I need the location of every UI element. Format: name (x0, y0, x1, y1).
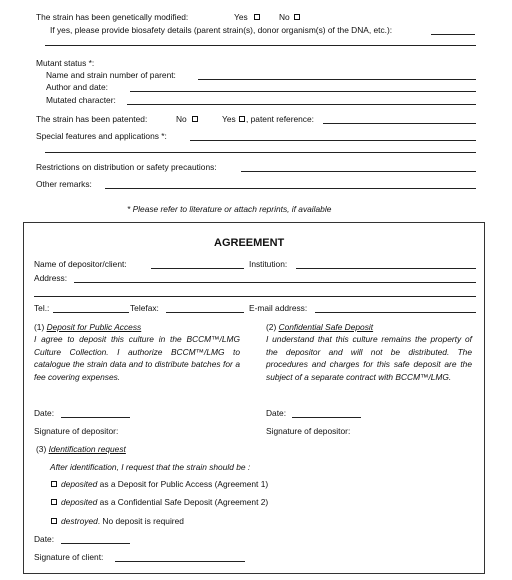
option-confidential-deposit-checkbox[interactable] (51, 499, 57, 505)
email-label: E-mail address: (249, 303, 308, 313)
tel-label: Tel.: (34, 303, 50, 313)
agreement-1-signature-label: Signature of depositor: (34, 426, 119, 436)
agreement-2-date-field[interactable] (292, 417, 361, 418)
depositor-name-label: Name of depositor/client: (34, 259, 127, 269)
gm-detail-field[interactable] (431, 34, 475, 35)
restrictions-field[interactable] (241, 171, 476, 172)
agreement-3-heading: (3) Identification request (36, 444, 126, 454)
author-date-label: Author and date: (46, 82, 108, 92)
mutant-status-label: Mutant status *: (36, 58, 95, 68)
gm-detail-field-2[interactable] (45, 45, 476, 46)
option-confidential-deposit-label: deposited as a Confidential Safe Deposit (Agreement 2) (61, 497, 269, 507)
agreement-1-date-field[interactable] (61, 417, 130, 418)
client-signature-label: Signature of client: (34, 552, 104, 562)
agreement-1-date-label: Date: (34, 408, 55, 418)
institution-label: Institution: (249, 259, 288, 269)
agreement-2-heading: (2) Confidential Safe Deposit (266, 322, 374, 332)
address-field-2[interactable] (34, 296, 476, 297)
gm-no-label: No (279, 12, 290, 22)
tel-field[interactable] (53, 312, 129, 313)
restrictions-label: Restrictions on distribution or safety precautions: (36, 162, 217, 172)
option-destroy-label: destroyed. No deposit is required (61, 516, 184, 526)
option-destroy-checkbox[interactable] (51, 518, 57, 524)
special-features-field-2[interactable] (45, 152, 476, 153)
patent-label: The strain has been patented: (36, 114, 148, 124)
patent-reference-label: , patent reference: (246, 114, 314, 124)
agreement-title: AGREEMENT (214, 237, 285, 249)
patent-no-checkbox[interactable] (192, 116, 198, 122)
reprints-note: * Please refer to literature or attach reprints, if available (127, 204, 332, 214)
agreement-3-intro: After identification, I request that the strain should be : (50, 462, 251, 472)
agreement-2-signature-label: Signature of depositor: (266, 426, 351, 436)
agreement-1-text: I agree to deposit this culture in the BCCM™/LMG Culture Collection. I authorize BCCM™/LMG to catalogue the strain data and to distribute batches for a fee covering expenses. (34, 334, 240, 382)
special-features-field[interactable] (190, 140, 476, 141)
gm-label: The strain has been genetically modified: (36, 12, 189, 22)
option-public-deposit-checkbox[interactable] (51, 481, 57, 487)
email-field[interactable] (315, 312, 476, 313)
telefax-label: Telefax: (130, 303, 159, 313)
patent-no-label: No (176, 114, 187, 124)
agreement-3-date-field[interactable] (61, 543, 130, 544)
other-remarks-field[interactable] (105, 188, 476, 189)
special-features-label: Special features and applications *: (36, 131, 167, 141)
gm-yes-checkbox[interactable] (254, 14, 260, 20)
gm-yes-label: Yes (234, 12, 248, 22)
other-remarks-label: Other remarks: (36, 179, 92, 189)
patent-yes-checkbox[interactable] (239, 116, 245, 122)
depositor-name-field[interactable] (151, 268, 244, 269)
author-date-field[interactable] (130, 91, 476, 92)
mutated-character-label: Mutated character: (46, 95, 116, 105)
option-public-deposit-label: deposited as a Deposit for Public Access (Agreement 1) (61, 479, 269, 489)
parent-strain-label: Name and strain number of parent: (46, 70, 176, 80)
gm-detail-label: If yes, please provide biosafety details (parent strain(s), donor organism(s) of the DNA, etc.): (50, 25, 393, 35)
agreement-3-date-label: Date: (34, 534, 55, 544)
address-label: Address: (34, 273, 68, 283)
client-signature-field[interactable] (115, 561, 245, 562)
institution-field[interactable] (296, 268, 476, 269)
agreement-2-date-label: Date: (266, 408, 287, 418)
agreement-1-heading: (1) Deposit for Public Access (34, 322, 142, 332)
gm-no-checkbox[interactable] (294, 14, 300, 20)
mutated-character-field[interactable] (127, 104, 476, 105)
address-field[interactable] (74, 282, 476, 283)
agreement-2-text: I understand that this culture remains the property of the depositor and will not be distributed. The procedures and charges for this safe deposit are the subject of a separate contract with BCCM™/LMG. (266, 334, 472, 382)
patent-reference-field[interactable] (323, 123, 476, 124)
patent-yes-label: Yes (222, 114, 236, 124)
parent-strain-field[interactable] (198, 79, 476, 80)
telefax-field[interactable] (166, 312, 244, 313)
